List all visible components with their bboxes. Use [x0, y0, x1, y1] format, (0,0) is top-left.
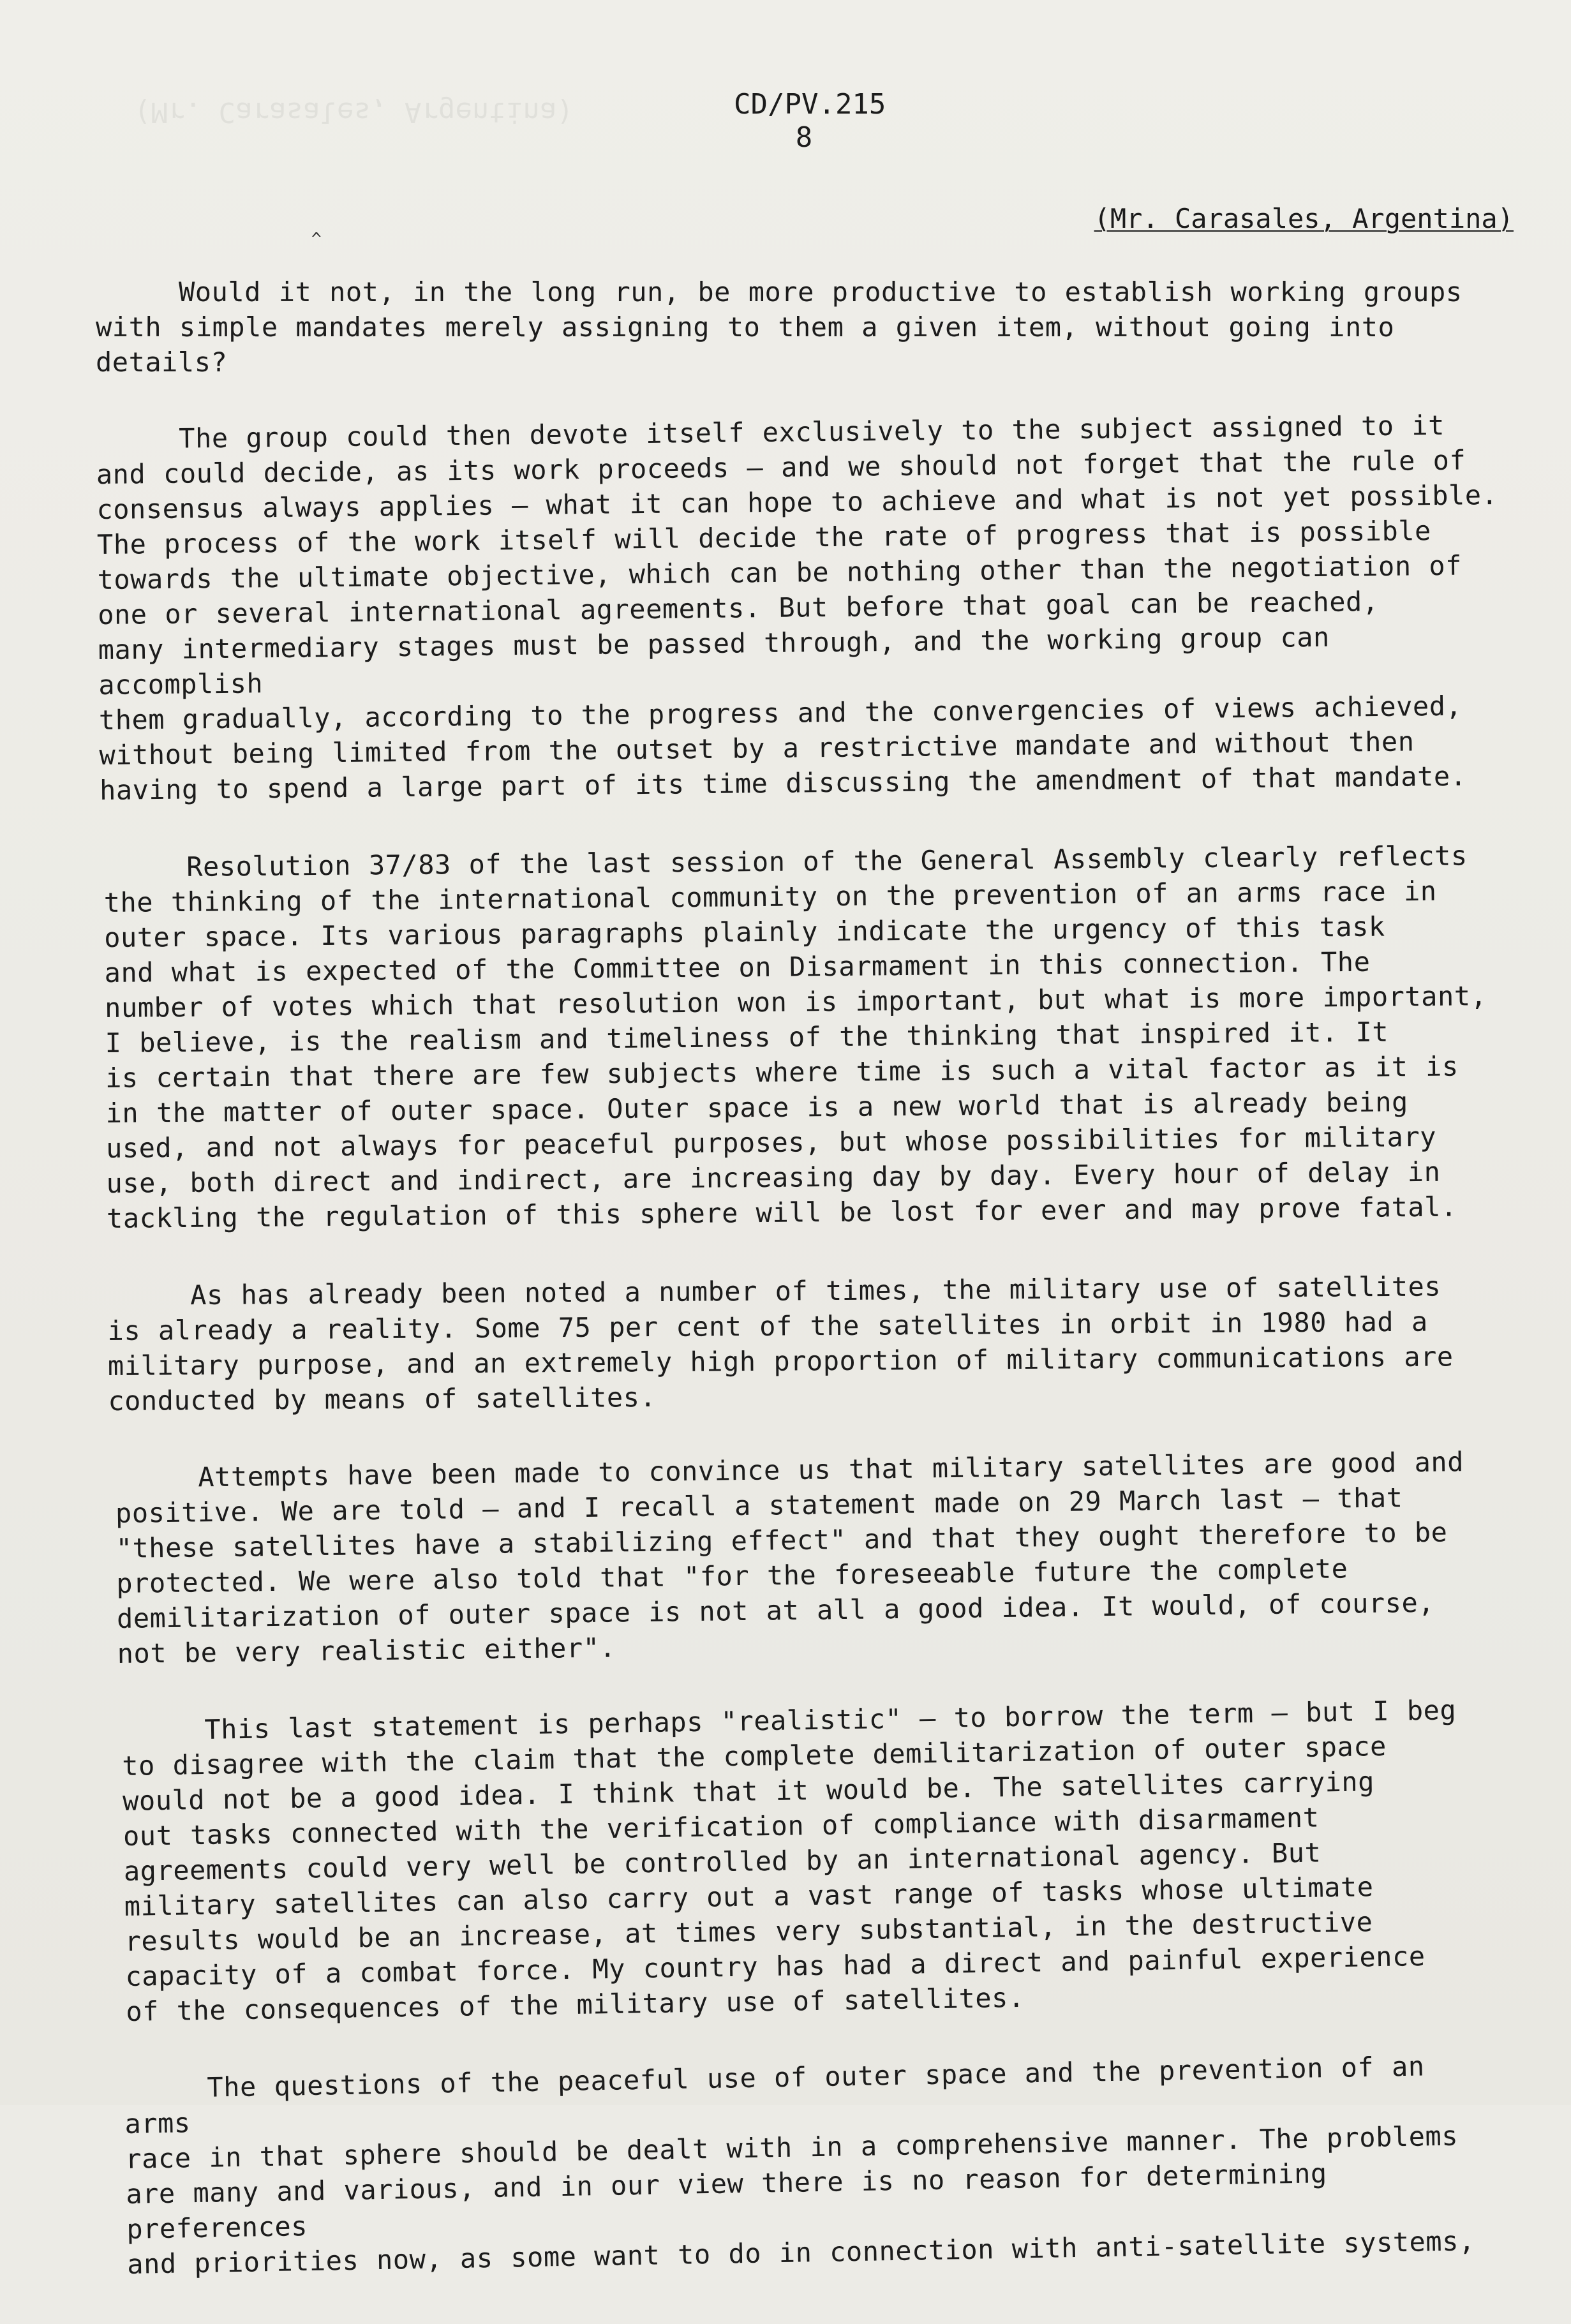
- caret-mark: ^: [311, 230, 322, 249]
- paragraph-3: Resolution 37/83 of the last session of the General Assembly clearly reflects the thinking of the international community on the prevention of an arms race in outer space. Its various paragraphs plainly indicate the urgency of this task and what is expected of the Committee on Disarmament in this connection. The number of votes which that resolution won is important, but what is more important, I believe, is the realism and timeliness of the thinking that inspired it. It is certain that there are few subjects where time is such a vital factor as it is in the matter of outer space. Outer space is a new world that is already being used, and not always for peaceful purposes, but whose possibilities for military use, both direct and indirect, are increasing day by day. Every hour of delay in tackling the regulation of this sphere will be lost for ever and may prove fatal.: [103, 840, 1487, 1234]
- document-symbol: CD/PV.215: [734, 88, 886, 121]
- paragraph-7: The questions of the peaceful use of outer space and the prevention of an arms race in that sphere should be dealt with in a comprehensive manner. The problems are many and various, and in our view there is no reason for determining preferences and priorities now, as some want to do in connection with anti-satellite systems,: [124, 2050, 1476, 2280]
- show-through-text: (Mr. Carasales, Argentina): [134, 96, 574, 128]
- document-header: [734, 88, 886, 154]
- paragraph-6: This last statement is perhaps "realistic" — to borrow the term — but I beg to disagree with the claim that the complete demilitarization of outer space would not be a good idea. I think that it would be. The satellites carrying out tasks connected with the verification of compliance with disarmament agreements could very well be controlled by an international agency. But military satellites can also carry out a vast range of tasks whose ultimate results would be an increase, at times very substantial, in the destructive capacity of a combat force. My country has had a direct and painful experience of the consequences of the military use of satellites.: [121, 1694, 1457, 2027]
- paragraph-1: Would it not, in the long run, be more productive to establish working groups with simple mandates merely assigning to them a given item, without going into details?: [96, 276, 1463, 378]
- statement-body: [96, 274, 1500, 2324]
- paragraph-4: As has already been noted a number of times, the military use of satellites is already a reality. Some 75 per cent of the satellites in orbit in 1980 had a military purpose, and an extremely high proportion of military communications are conducted by means of satellites.: [107, 1270, 1454, 1417]
- speaker-attribution: (Mr. Carasales, Argentina): [1094, 203, 1514, 234]
- paragraph-2: The group could then devote itself exclusively to the subject assigned to it and could decide, as its work proceeds — and we should not forget that the rule of consensus always applies — what it can hope to achieve and what is not yet possible. The process of the work itself will decide the rate of progress that is possible towards the ultimate objective, which can be nothing other than the negotiation of one or several international agreements. But before that goal can be reached, many intermediary stages must be passed through, and the working group can accomplish them gradually, according to the progress and the convergencies of views achieved, without being limited from the outset by a restrictive mandate and without then having to spend a large part of its time discussing the amendment of that mandate.: [96, 409, 1498, 806]
- page-number: 8: [795, 121, 813, 154]
- paragraph-5: Attempts have been made to convince us that military satellites are good and positive. We are told — and I recall a statement made on 29 March last — that "these satellites have a stabilizing effect" and that they ought therefore to be protected. We were also told that "for the foreseeable future the complete demilitarization of outer space is not at all a good idea. It would, of course, not be very realistic either".: [115, 1446, 1464, 1669]
